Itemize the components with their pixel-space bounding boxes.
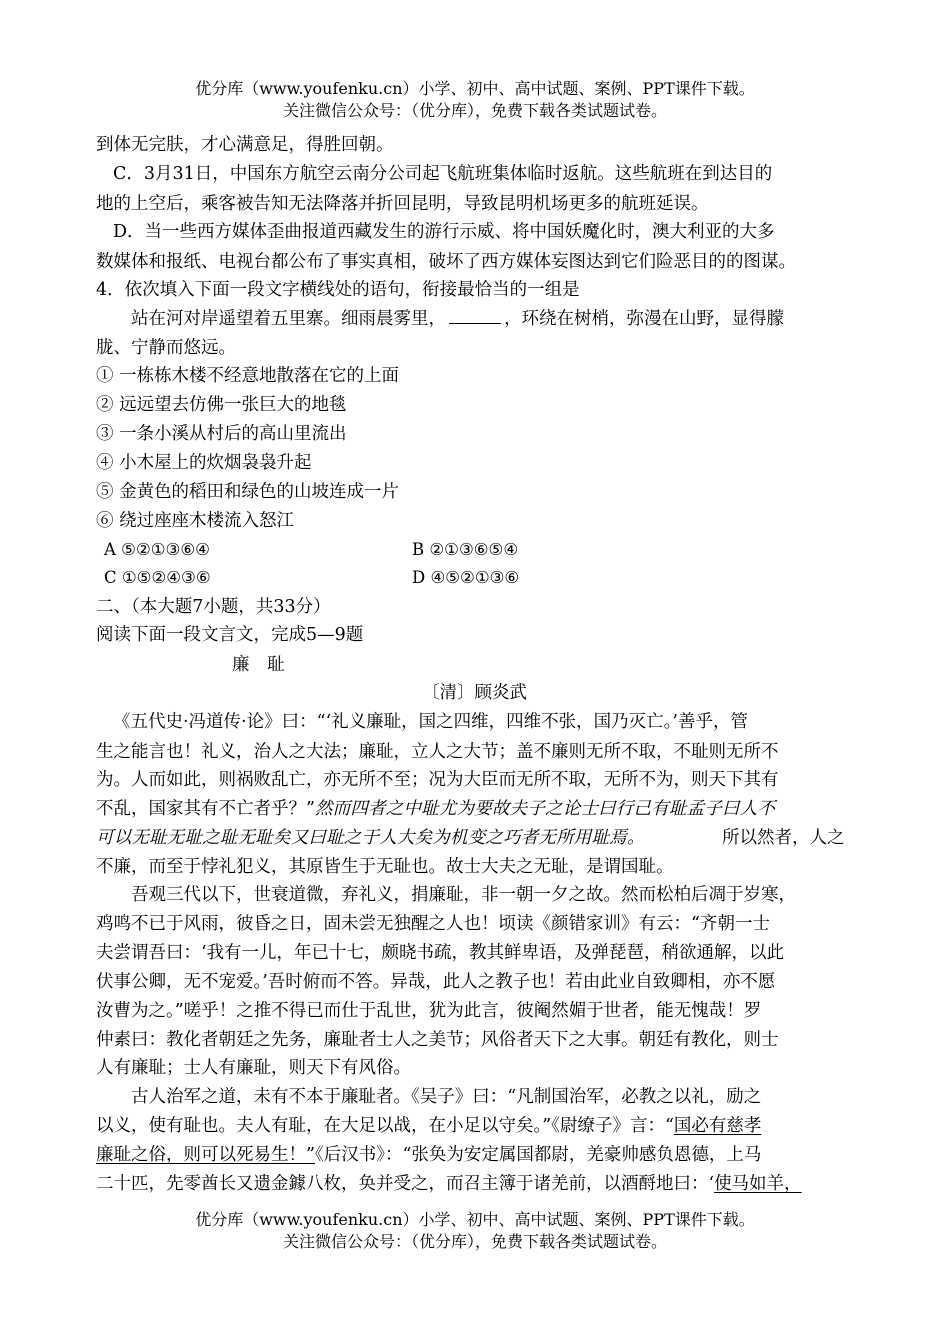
answer-option-c: C ①⑤②④③⑥ <box>104 568 211 587</box>
passage-text: 站在河对岸遥望着五里寨。细雨晨雾里， <box>131 309 446 329</box>
unpunctuated-text: 然而四者之中耻尤为要故夫子之论士曰行己有耻孟子曰人不 <box>314 799 776 819</box>
passage-text: ，环绕在树梢，弥漫在山野，显得朦 <box>504 309 784 329</box>
passage-text: 所以然者，人之 <box>722 828 845 848</box>
question-4-passage-end: 胧、宁静而悠远。 <box>96 338 236 358</box>
passage-line: 吾观三代以下，世衰道微，弃礼义，捐廉耻，非一朝一夕之故。然而松柏后凋于岁寒， <box>131 885 796 905</box>
header-line-2: 关注微信公众号：（优分库），免费下载各类试题试卷。 <box>282 101 667 120</box>
text-line: 地的上空后，乘客被告知无法降落并折回昆明，导致昆明机场更多的航班延误。 <box>96 194 709 214</box>
passage-line <box>96 1112 761 1140</box>
passage-text: 以义，使有耻也。夫人有耻，在大足以战，在小足以守矣。”《尉缭子》言：“ <box>96 1116 674 1136</box>
list-item: ② 远远望去仿佛一张巨大的地毯 <box>96 395 347 415</box>
underlined-sentence: 廉耻之俗，则可以死易生！” <box>96 1145 315 1165</box>
passage-line <box>96 1141 761 1169</box>
footer-line-1: 优分库（www.youfenku.cn）小学、初中、高中试题、案例、PPT课件下载。 <box>195 1210 755 1229</box>
answer-option-b: B ②①③⑥⑤④ <box>412 540 519 559</box>
passage-line <box>96 1170 802 1198</box>
passage-line: 汝曹为之。”嗟乎！之推不得已而仕于乱世，犹为此言，彼阉然媚于世者，能无愧哉！罗 <box>96 1001 762 1021</box>
option-c-text: C．3月31日，中国东方航空云南分公司起飞航班集体临时返航。这些航班在到达目的 <box>113 164 773 184</box>
passage-line: 古人治军之道，未有不本于廉耻者。《吴子》曰：“凡制国治军，必教之以礼，励之 <box>131 1087 762 1107</box>
option-d-text: D．当一些西方媒体歪曲报道西藏发生的游行示威、将中国妖魔化时，澳大利亚的大多 <box>113 222 775 242</box>
section-instruction: 阅读下面一段文言文，完成5—9题 <box>96 625 364 645</box>
text-line: 到体无完肤，才心满意足，得胜回朝。 <box>96 135 394 155</box>
passage-author: 〔清〕顾炎武 <box>422 683 527 703</box>
unpunctuated-text: 可以无耻无耻之耻无耻矣又曰耻之于人大矣为机变之巧者无所用耻焉。 <box>96 828 645 848</box>
passage-text: 二十匹，先零酋长又遗金鐻八枚，奂并受之，而召主簿于诸羌前，以酒酹地曰：‘ <box>96 1174 715 1194</box>
passage-line: 为。人而如此，则祸败乱亡，亦无所不至；况为大臣而无所不取，无所不为，则天下其有 <box>96 770 779 790</box>
list-item: ⑥ 绕过座座木楼流入怒江 <box>96 511 295 531</box>
text-line: 数媒体和报纸、电视台都公布了事实真相，破坏了西方媒体妄图达到它们险恶目的的图谋。 <box>96 252 796 272</box>
passage-line: 人有廉耻；士人有廉耻，则天下有风俗。 <box>96 1058 411 1078</box>
answer-option-d: D ④⑤②①③⑥ <box>412 568 520 587</box>
header-line-1: 优分库（www.youfenku.cn）小学、初中、高中试题、案例、PPT课件下载。 <box>195 79 755 98</box>
underlined-sentence: 国必有慈孝 <box>673 1116 762 1136</box>
passage-line: 仲素曰：教化者朝廷之先务，廉耻者士人之美节；风俗者天下之大事。朝廷有教化，则士 <box>96 1030 779 1050</box>
section-heading: 二、（本大题7小题，共33分） <box>96 597 331 617</box>
passage-text: 不乱，国家其有不亡者乎？” <box>96 799 315 819</box>
underlined-sentence: 使马如羊， <box>714 1174 802 1194</box>
list-item: ③ 一条小溪从村后的高山里流出 <box>96 424 347 444</box>
passage-title: 廉 耻 <box>232 655 285 675</box>
list-item: ⑤ 金黄色的稻田和绿色的山坡连成一片 <box>96 482 400 502</box>
passage-line: 伏事公卿，无不宠爱。’吾时俯而不答。异哉，此人之教子也！若由此业自致卿相，亦不愿 <box>96 972 776 992</box>
fill-blank <box>449 307 501 324</box>
passage-line: 生之能言也！礼义，治人之大法；廉耻，立人之大节；盖不廉则无所不取，不耻则无所不 <box>96 742 779 762</box>
answer-option-a: A ⑤②①③⑥④ <box>104 540 210 559</box>
passage-line: 夫尝谓吾曰：‘我有一儿，年已十七，颇晓书疏，教其鲜卑语，及弹琵琶，稍欲通解，以此 <box>96 943 785 963</box>
passage-line: 《五代史·冯道传·论》曰：“‘礼义廉耻，国之四维，四维不张，国乃灭亡。’善乎，管 <box>113 712 748 732</box>
passage-line <box>96 824 645 852</box>
list-item: ④ 小木屋上的炊烟袅袅升起 <box>96 453 312 473</box>
question-4-passage <box>131 305 784 333</box>
passage-line <box>96 795 775 823</box>
question-4-stem: 4．依次填入下面一段文字横线处的语句，衔接最恰当的一组是 <box>96 280 580 300</box>
passage-line: 不廉，而至于悖礼犯义，其原皆生于无耻也。故士大夫之无耻，是谓国耻。 <box>96 857 674 877</box>
passage-text: 《后汉书》：“张奂为安定属国都尉，羌豪帅感负恩德，上马 <box>314 1145 762 1165</box>
footer-line-2: 关注微信公众号：（优分库），免费下载各类试题试卷。 <box>282 1232 667 1251</box>
passage-line: 鸡鸣不已于风雨，彼昏之日，固未尝无独醒之人也！顷读《颜错家训》有云：“齐朝一士 <box>96 914 770 934</box>
list-item: ① 一栋栋木楼不经意地散落在它的上面 <box>96 366 400 386</box>
